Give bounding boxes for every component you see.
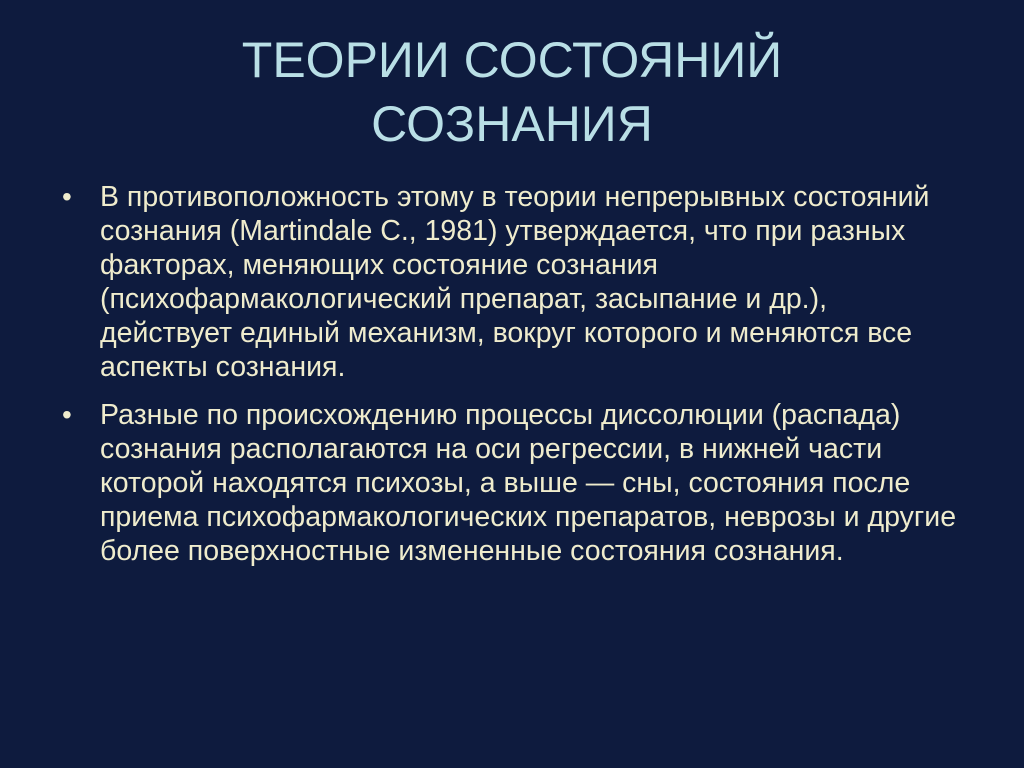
bullet-icon: • xyxy=(62,399,72,430)
slide-title xyxy=(60,28,964,156)
bullet-list xyxy=(62,180,962,582)
bullet-icon: • xyxy=(62,181,72,212)
bullet-text-1: В противоположность этому в теории непрерывных состояний сознания (Martindale С., 1981) утверждается, что при разных факторах, меняющих состояние сознания (психофармакологический препарат, засыпание и др.), действует единый механизм, вокруг которого и меняются все аспекты сознания. xyxy=(100,181,930,383)
bullet-item-1 xyxy=(62,180,962,384)
bullet-text-2: Разные по происхождению процессы диссолюции (распада) сознания располагаются на оси регрессии, в нижней части которой находятся психозы, а выше — сны, состояния после приема психофармакологических препаратов, неврозы и другие более поверхностные измененные состояния сознания. xyxy=(100,399,957,567)
title-line-2: СОЗНАНИЯ xyxy=(371,96,653,152)
title-line-1: ТЕОРИИ СОСТОЯНИЙ xyxy=(241,32,783,88)
bullet-item-2 xyxy=(62,398,962,568)
